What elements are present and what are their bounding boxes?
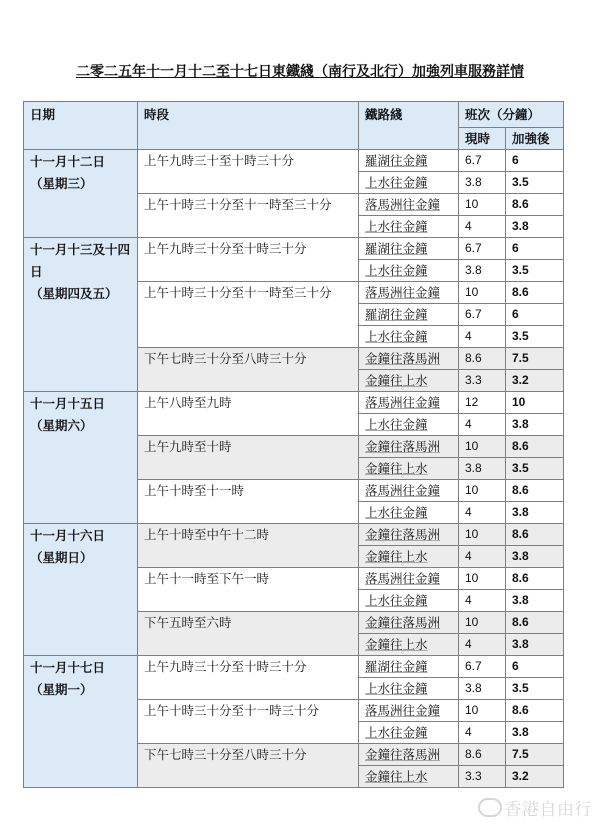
enhanced-frequency-cell: 3.5 [506, 260, 564, 282]
line-cell: 上水往金鐘 [359, 414, 459, 436]
line-cell: 落馬洲往金鐘 [359, 480, 459, 502]
enhanced-frequency-cell: 3.8 [506, 216, 564, 238]
current-frequency-cell: 4 [459, 590, 506, 612]
enhanced-frequency-cell: 7.5 [506, 348, 564, 370]
weekday-label: （星期四及五） [30, 286, 118, 301]
line-cell: 落馬洲往金鐘 [359, 194, 459, 216]
line-cell: 羅湖往金鐘 [359, 238, 459, 260]
line-cell: 上水往金鐘 [359, 722, 459, 744]
weekday-label: （星期一） [30, 682, 93, 697]
current-frequency-cell: 3.8 [459, 678, 506, 700]
period-cell: 下午五時至六時 [138, 612, 359, 656]
current-frequency-cell: 3.8 [459, 260, 506, 282]
line-cell: 上水往金鐘 [359, 172, 459, 194]
date-label: 十一月十五日 [30, 396, 106, 411]
current-frequency-cell: 3.8 [459, 458, 506, 480]
weekday-label: （星期日） [30, 550, 93, 565]
current-frequency-cell: 6.7 [459, 656, 506, 678]
enhanced-frequency-cell: 6 [506, 150, 564, 172]
enhanced-frequency-cell: 3.2 [506, 766, 564, 788]
line-cell: 金鐘往上水 [359, 546, 459, 568]
page-title: 二零二五年十一月十二至十七日東鐵綫（南行及北行）加強列車服務詳情 [76, 64, 524, 80]
header-enhanced: 加強後 [506, 128, 564, 150]
current-frequency-cell: 10 [459, 194, 506, 216]
line-cell: 落馬洲往金鐘 [359, 282, 459, 304]
current-frequency-cell: 10 [459, 282, 506, 304]
line-cell: 羅湖往金鐘 [359, 150, 459, 172]
enhanced-frequency-cell: 6 [506, 238, 564, 260]
date-label: 十一月十二日 [30, 154, 106, 169]
period-cell: 上午十時三十分至十一時至三十分 [138, 282, 359, 348]
line-cell: 羅湖往金鐘 [359, 304, 459, 326]
table-row [24, 150, 564, 172]
header-current: 現時 [459, 128, 506, 150]
header-date: 日期 [24, 102, 138, 150]
current-frequency-cell: 10 [459, 700, 506, 722]
table-row [24, 656, 564, 678]
date-cell [24, 656, 138, 788]
current-frequency-cell: 4 [459, 216, 506, 238]
enhanced-frequency-cell: 3.5 [506, 458, 564, 480]
current-frequency-cell: 4 [459, 722, 506, 744]
enhanced-frequency-cell: 3.5 [506, 678, 564, 700]
enhanced-frequency-cell: 8.6 [506, 612, 564, 634]
current-frequency-cell: 6.7 [459, 238, 506, 260]
enhanced-frequency-cell: 3.8 [506, 414, 564, 436]
current-frequency-cell: 4 [459, 634, 506, 656]
period-cell: 上午九時三十至十時三十分 [138, 150, 359, 194]
weekday-label: （星期六） [30, 418, 93, 433]
enhanced-frequency-cell: 10 [506, 392, 564, 414]
date-label: 十一月十七日 [30, 660, 106, 675]
enhanced-frequency-cell: 3.5 [506, 326, 564, 348]
period-cell: 上午十時至中午十二時 [138, 524, 359, 568]
enhanced-frequency-cell: 3.8 [506, 546, 564, 568]
current-frequency-cell: 4 [459, 546, 506, 568]
enhanced-frequency-cell: 3.8 [506, 722, 564, 744]
period-cell: 下午七時三十分至八時三十分 [138, 348, 359, 392]
weekday-label: （星期三） [30, 176, 93, 191]
enhanced-frequency-cell: 3.8 [506, 634, 564, 656]
period-cell: 上午十時三十分至十一時至三十分 [138, 194, 359, 238]
line-cell: 落馬洲往金鐘 [359, 392, 459, 414]
line-cell: 上水往金鐘 [359, 326, 459, 348]
enhanced-frequency-cell: 3.8 [506, 502, 564, 524]
period-cell: 上午九時三十分至十時三十分 [138, 656, 359, 700]
header-period: 時段 [138, 102, 359, 150]
current-frequency-cell: 6.7 [459, 150, 506, 172]
enhanced-frequency-cell: 3.2 [506, 370, 564, 392]
line-cell: 金鐘往落馬洲 [359, 524, 459, 546]
current-frequency-cell: 10 [459, 480, 506, 502]
line-cell: 落馬洲往金鐘 [359, 700, 459, 722]
current-frequency-cell: 10 [459, 568, 506, 590]
current-frequency-cell: 8.6 [459, 348, 506, 370]
line-cell: 金鐘往上水 [359, 458, 459, 480]
line-cell: 金鐘往上水 [359, 634, 459, 656]
current-frequency-cell: 3.8 [459, 172, 506, 194]
current-frequency-cell: 6.7 [459, 304, 506, 326]
date-cell [24, 524, 138, 656]
enhanced-frequency-cell: 7.5 [506, 744, 564, 766]
line-cell: 金鐘往上水 [359, 370, 459, 392]
period-cell: 上午九時三十分至十時三十分 [138, 238, 359, 282]
period-cell: 上午八時至九時 [138, 392, 359, 436]
date-label: 十一月十三及十四日 [30, 242, 131, 279]
date-cell [24, 238, 138, 392]
enhanced-frequency-cell: 8.6 [506, 524, 564, 546]
date-cell [24, 392, 138, 524]
service-table [23, 101, 564, 788]
enhanced-frequency-cell: 3.8 [506, 590, 564, 612]
watermark: 香港自由行 [478, 795, 593, 820]
line-cell: 羅湖往金鐘 [359, 656, 459, 678]
period-cell: 上午九時至十時 [138, 436, 359, 480]
table-row [24, 238, 564, 260]
current-frequency-cell: 3.3 [459, 766, 506, 788]
current-frequency-cell: 10 [459, 524, 506, 546]
current-frequency-cell: 8.6 [459, 744, 506, 766]
current-frequency-cell: 3.3 [459, 370, 506, 392]
current-frequency-cell: 4 [459, 414, 506, 436]
line-cell: 落馬洲往金鐘 [359, 568, 459, 590]
current-frequency-cell: 10 [459, 436, 506, 458]
table-row [24, 524, 564, 546]
enhanced-frequency-cell: 8.6 [506, 282, 564, 304]
enhanced-frequency-cell: 6 [506, 656, 564, 678]
period-cell: 上午十一時至下午一時 [138, 568, 359, 612]
enhanced-frequency-cell: 6 [506, 304, 564, 326]
table-body [24, 150, 564, 788]
line-cell: 上水往金鐘 [359, 502, 459, 524]
period-cell: 上午十時三十分至十一時三十分 [138, 700, 359, 744]
date-cell [24, 150, 138, 238]
enhanced-frequency-cell: 3.5 [506, 172, 564, 194]
line-cell: 金鐘往上水 [359, 766, 459, 788]
line-cell: 上水往金鐘 [359, 678, 459, 700]
enhanced-frequency-cell: 8.6 [506, 194, 564, 216]
current-frequency-cell: 12 [459, 392, 506, 414]
wechat-icon [478, 798, 502, 817]
enhanced-frequency-cell: 8.6 [506, 568, 564, 590]
current-frequency-cell: 10 [459, 612, 506, 634]
header-frequency: 班次（分鐘） [459, 102, 564, 128]
line-cell: 金鐘往落馬洲 [359, 436, 459, 458]
current-frequency-cell: 4 [459, 502, 506, 524]
line-cell: 上水往金鐘 [359, 590, 459, 612]
enhanced-frequency-cell: 8.6 [506, 700, 564, 722]
current-frequency-cell: 4 [459, 326, 506, 348]
enhanced-frequency-cell: 8.6 [506, 480, 564, 502]
period-cell: 下午七時三十分至八時三十分 [138, 744, 359, 788]
line-cell: 上水往金鐘 [359, 216, 459, 238]
date-label: 十一月十六日 [30, 528, 106, 543]
line-cell: 上水往金鐘 [359, 260, 459, 282]
line-cell: 金鐘往落馬洲 [359, 612, 459, 634]
header-line: 鐵路綫 [359, 102, 459, 150]
line-cell: 金鐘往落馬洲 [359, 744, 459, 766]
period-cell: 上午十時至十一時 [138, 480, 359, 524]
table-row [24, 392, 564, 414]
enhanced-frequency-cell: 8.6 [506, 436, 564, 458]
line-cell: 金鐘往落馬洲 [359, 348, 459, 370]
